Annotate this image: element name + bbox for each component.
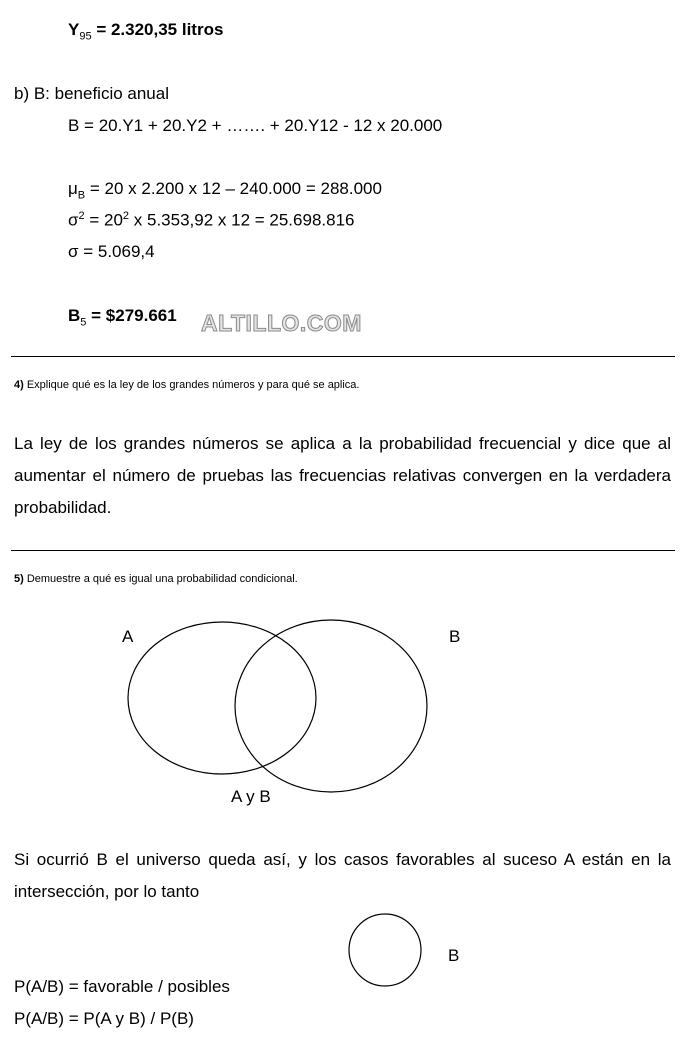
mu-value: = 20 x 2.200 x 12 – 240.000 = 288.000 [85, 179, 382, 198]
venn-label-intersection: A y B [231, 787, 271, 806]
formula-favorable-posibles: P(A/B) = favorable / posibles [14, 977, 230, 996]
b-formula: B = 20.Y1 + 20.Y2 + ……. + 20.Y12 - 12 x 20.000 [68, 116, 443, 135]
b5-symbol: B [68, 306, 81, 325]
item-b-heading: b) B: beneficio anual [14, 84, 169, 103]
formula-conditional-probability: P(A/B) = P(A y B) / P(B) [14, 1009, 194, 1028]
explanation-5: Si ocurrió B el universo queda así, y los casos favorables al suceso A están en la intersección, por lo tanto [14, 850, 671, 901]
y95-symbol: Y [68, 20, 80, 39]
b5-subscript: 5 [80, 316, 87, 329]
question-4-text: Explique qué es la ley de los grandes números y para qué se aplica. [23, 379, 360, 391]
question-5-text: Demuestre a qué es igual una probabilidad condicional. [23, 573, 298, 585]
sigma-line: σ = 5.069,4 [68, 242, 155, 261]
sigma2-value: x 5.353,92 x 12 = 25.698.816 [129, 210, 355, 230]
question-4-number: 4) [14, 379, 24, 391]
mu-symbol: μ [68, 179, 78, 198]
answer-4: La ley de los grandes números se aplica a la probabilidad frecuencial y dice que al aumentar el número de pruebas las frecuencias relativas convergen en la verdadera probabilidad. [14, 434, 671, 517]
sigma2-mid: = 20 [84, 210, 123, 230]
b5-value: = $279.661 [86, 306, 177, 325]
sigma2-symbol: σ [68, 210, 79, 230]
sigma2-superscript: 2 [78, 210, 85, 222]
venn-label-a: A [122, 627, 134, 646]
altillo-watermark: ALTILLO.COM [201, 310, 362, 336]
question-5-number: 5) [14, 573, 24, 585]
set-a-ellipse [128, 622, 316, 774]
sigma2-superscript-2: 2 [122, 210, 130, 222]
y95-value: = 2.320,35 litros [91, 20, 224, 39]
venn-label-b: B [449, 627, 461, 646]
circle-label-b: B [448, 946, 460, 965]
y95-subscript: 95 [79, 30, 92, 43]
universe-b-circle [349, 914, 421, 986]
mu-subscript: B [77, 189, 86, 202]
